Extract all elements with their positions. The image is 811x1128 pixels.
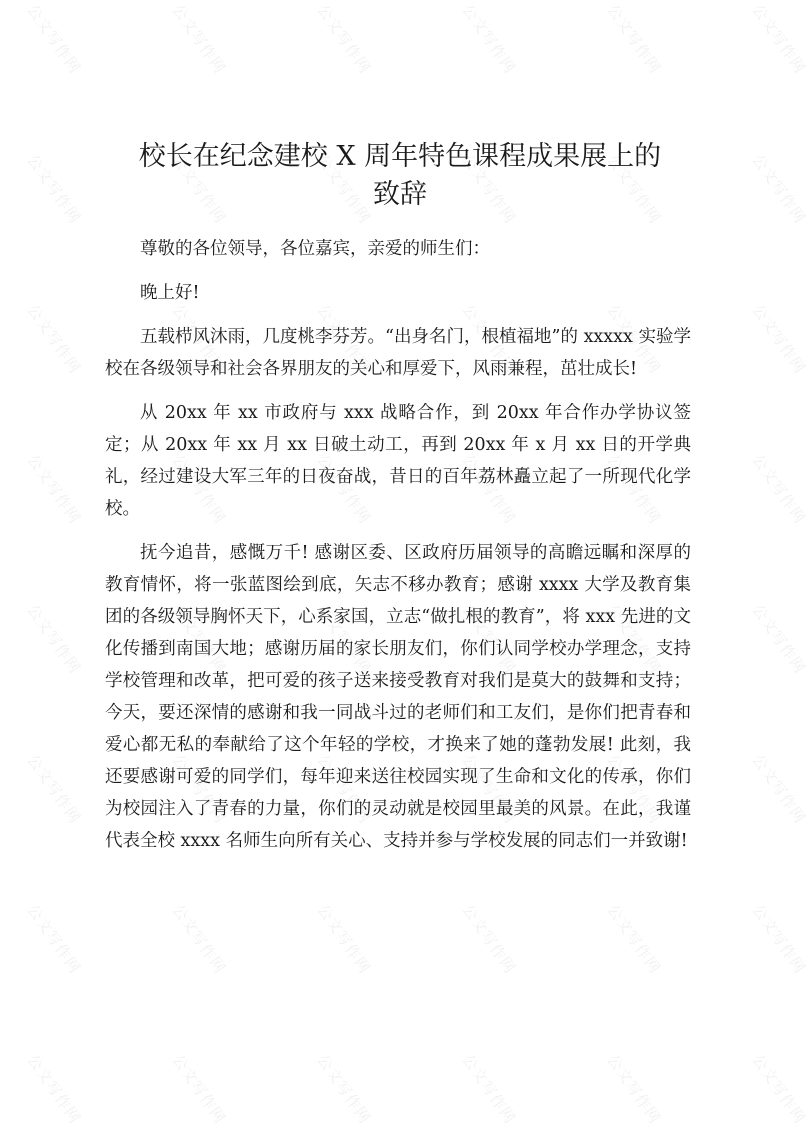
watermark-text: 公文写作网 <box>168 301 230 378</box>
watermark-text: 公文写作网 <box>23 1051 85 1128</box>
watermark-text: 公文写作网 <box>603 901 665 978</box>
watermark-text: 公文写作网 <box>23 901 85 978</box>
watermark-text: 公文写作网 <box>313 751 375 828</box>
watermark-text: 公文写作网 <box>313 151 375 228</box>
watermark-text: 公文写作网 <box>313 451 375 528</box>
watermark-text: 公文写作网 <box>748 301 810 378</box>
watermark-text: 公文写作网 <box>458 1 520 78</box>
watermark-text: 公文写作网 <box>748 751 810 828</box>
watermark-text: 公文写作网 <box>748 451 810 528</box>
watermark-text: 公文写作网 <box>168 451 230 528</box>
salutation-paragraph: 尊敬的各位领导，各位嘉宾，亲爱的师生们： <box>140 239 490 259</box>
watermark-text: 公文写作网 <box>748 151 810 228</box>
body-paragraph: 抚今追昔，感慨万千! 感谢区委、区政府历届领导的高瞻远瞩和深厚的教育情怀，将一张蓝图绘到底，矢志不移办教育；感谢 xxxx 大学及教育集团的各级领导胸怀天下，心系家国，立志“做扎根的教育”，将 xxx 先进的文化传播到南国大地；感谢历届的家长朋友们，你们认同学校办学理念，支持学校管理和改革，把可爱的孩子送来接受教育对我们是莫大的鼓舞和支持；今天，要还深情的感谢和我一同战斗过的老师们和工友们，是你们把青春和爱心都无私的奉献给了这个年轻的学校，才换来了她的蓬勃发展! 此刻，我还要感谢可爱的同学们，每年迎来送往校园实现了生命和文化的传承，你们为校园注入了青春的力量，你们的灵动就是校园里最美的风景。在此，我谨代表全校 xxxx 名师生向所有关心、支持并参与学校发展的同志们一并致谢! <box>105 543 691 851</box>
watermark-text: 公文写作网 <box>458 901 520 978</box>
watermark-text: 公文写作网 <box>168 901 230 978</box>
title-line-1: 校长在纪念建校 X 周年特色课程成果展上的 <box>138 141 662 172</box>
watermark-text: 公文写作网 <box>603 1051 665 1128</box>
watermark-text: 公文写作网 <box>748 1051 810 1128</box>
watermark-text: 公文写作网 <box>748 901 810 978</box>
document-title <box>100 138 700 214</box>
watermark-text: 公文写作网 <box>748 601 810 678</box>
watermark-text: 公文写作网 <box>603 1 665 78</box>
document-body <box>105 233 691 869</box>
watermark-text: 公文写作网 <box>458 751 520 828</box>
watermark-text: 公文写作网 <box>603 601 665 678</box>
watermark-text: 公文写作网 <box>168 1 230 78</box>
watermark-text: 公文写作网 <box>458 451 520 528</box>
watermark-text: 公文写作网 <box>458 601 520 678</box>
watermark-text: 公文写作网 <box>458 1051 520 1128</box>
watermark-text: 公文写作网 <box>23 151 85 228</box>
body-paragraph: 从 20xx 年 xx 市政府与 xxx 战略合作，到 20xx 年合作办学协议签定；从 20xx 年 xx 月 xx 日破土动工，再到 20xx 年 x 月 xx 日的开学典礼，经过建设大军三年的日夜奋战，昔日的百年荔林矗立起了一所现代化学校。 <box>105 403 691 519</box>
watermark-text: 公文写作网 <box>603 301 665 378</box>
title-line-2: 致辞 <box>373 179 427 210</box>
watermark-text: 公文写作网 <box>23 1 85 78</box>
watermark-text: 公文写作网 <box>313 1051 375 1128</box>
watermark-text: 公文写作网 <box>748 1 810 78</box>
watermark-text: 公文写作网 <box>603 151 665 228</box>
watermark-text: 公文写作网 <box>313 901 375 978</box>
watermark-text: 公文写作网 <box>458 301 520 378</box>
watermark-text: 公文写作网 <box>23 451 85 528</box>
watermark-text: 公文写作网 <box>23 751 85 828</box>
watermark-text: 公文写作网 <box>458 151 520 228</box>
watermark-text: 公文写作网 <box>313 601 375 678</box>
watermark-text: 公文写作网 <box>313 301 375 378</box>
watermark-text: 公文写作网 <box>168 601 230 678</box>
watermark-text: 公文写作网 <box>168 1051 230 1128</box>
greeting-paragraph: 晚上好! <box>140 283 200 303</box>
watermark-text: 公文写作网 <box>168 751 230 828</box>
body-paragraph: 五载栉风沐雨，几度桃李芬芳。“出身名门，根植福地”的 xxxxx 实验学校在各级领导和社会各界朋友的关心和厚爱下，风雨兼程，茁壮成长! <box>105 327 691 379</box>
watermark-text: 公文写作网 <box>313 1 375 78</box>
watermark-text: 公文写作网 <box>168 151 230 228</box>
watermark-text: 公文写作网 <box>23 301 85 378</box>
watermark-text: 公文写作网 <box>603 751 665 828</box>
watermark-text: 公文写作网 <box>23 601 85 678</box>
watermark-text: 公文写作网 <box>603 451 665 528</box>
